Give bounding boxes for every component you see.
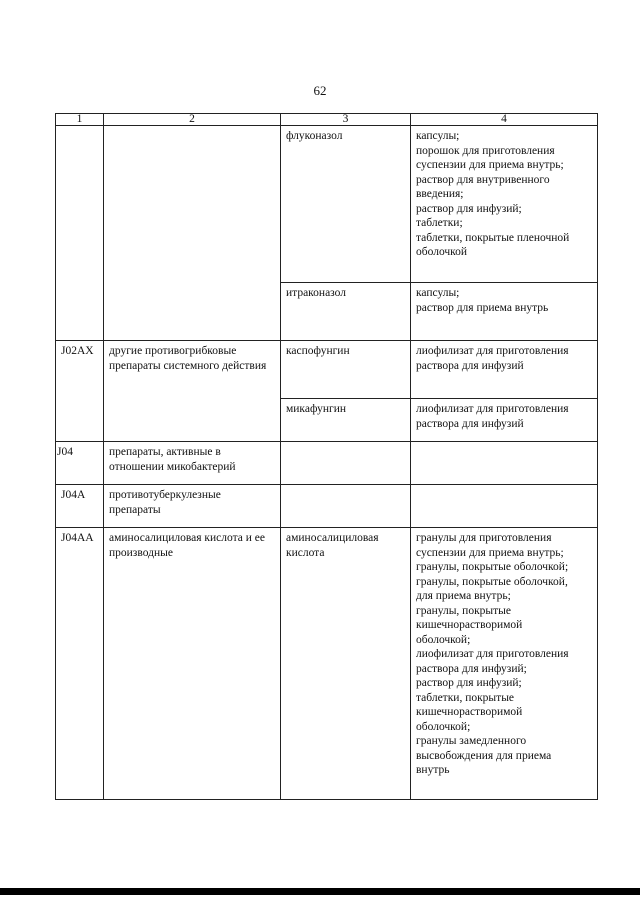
- group-cell: [104, 126, 281, 341]
- forms-cell: [411, 528, 598, 800]
- code-cell: J04A: [56, 485, 104, 528]
- form-line: лиофилизат для приготовления: [416, 345, 569, 357]
- form-line: раствор для инфузий;: [416, 202, 522, 215]
- form-line: раствора для инфузий: [416, 359, 524, 372]
- form-line: гранулы, покрытые оболочкой,: [416, 575, 568, 588]
- column-header-3: 3: [281, 114, 411, 126]
- form-line: гранулы, покрытые: [416, 604, 512, 617]
- code-cell: J02AX: [56, 341, 104, 442]
- table-row: [56, 341, 598, 399]
- form-line: таблетки, покрытые: [416, 691, 515, 704]
- drug-cell: аминосалициловая кислота: [281, 528, 411, 800]
- drug-cell: итраконазол: [281, 283, 411, 341]
- footer-bar: [0, 888, 640, 895]
- form-line: кишечнорастворимой: [416, 706, 523, 718]
- drug-cell: [281, 442, 411, 485]
- table-row: [56, 528, 598, 800]
- forms-cell: [411, 341, 598, 399]
- drug-cell: флуконазол: [281, 126, 411, 283]
- code-cell: J04: [56, 442, 104, 485]
- form-line: введения;: [416, 188, 464, 200]
- group-cell: препараты, активные в отношении микобактерий: [104, 442, 281, 485]
- table-row: [56, 442, 598, 485]
- table-row: [56, 485, 598, 528]
- form-line: оболочкой: [416, 246, 468, 258]
- header-row: [56, 114, 598, 126]
- form-line: порошок для приготовления: [416, 144, 555, 157]
- form-line: раствор для инфузий;: [416, 677, 522, 689]
- form-line: внутрь: [416, 764, 450, 776]
- column-header-4: 4: [411, 114, 598, 126]
- form-line: для приема внутрь;: [416, 590, 511, 602]
- form-line: таблетки;: [416, 217, 463, 229]
- group-cell: другие противогрибковые препараты системного действия: [104, 341, 281, 442]
- group-cell: аминосалициловая кислота и ее производные: [104, 528, 281, 800]
- column-header-2: 2: [104, 114, 281, 126]
- form-line: лиофилизат для приготовления: [416, 648, 569, 660]
- form-line: капсулы;: [416, 130, 460, 142]
- forms-cell: [411, 485, 598, 528]
- form-line: раствора для инфузий: [416, 417, 524, 430]
- form-line: капсулы;: [416, 287, 460, 299]
- form-line: раствор для внутривенного: [416, 173, 550, 186]
- form-line: оболочкой;: [416, 720, 471, 733]
- form-line: гранулы, покрытые оболочкой;: [416, 561, 569, 573]
- form-line: суспензии для приема внутрь;: [416, 159, 564, 171]
- form-line: раствора для инфузий;: [416, 662, 527, 675]
- form-line: оболочкой;: [416, 633, 471, 646]
- forms-cell: [411, 126, 598, 283]
- form-line: гранулы замедленного: [416, 735, 527, 747]
- code-cell: [56, 126, 104, 341]
- form-line: гранулы для приготовления: [416, 532, 552, 544]
- form-line: таблетки, покрытые пленочной: [416, 231, 570, 244]
- drug-cell: каспофунгин: [281, 341, 411, 399]
- form-line: суспензии для приема внутрь;: [416, 546, 564, 559]
- form-line: лиофилизат для приготовления: [416, 403, 569, 415]
- page-number: 62: [313, 83, 327, 98]
- column-header-1: 1: [56, 114, 104, 126]
- forms-cell: [411, 442, 598, 485]
- form-line: раствор для приема внутрь: [416, 301, 549, 314]
- drug-cell: [281, 485, 411, 528]
- code-cell: J04AA: [56, 528, 104, 800]
- drug-table: [55, 113, 598, 800]
- form-line: высвобождения для приема: [416, 749, 552, 762]
- form-line: кишечнорастворимой: [416, 619, 523, 631]
- group-cell: противотуберкулезные препараты: [104, 485, 281, 528]
- table-row: [56, 126, 598, 283]
- forms-cell: [411, 399, 598, 442]
- forms-cell: [411, 283, 598, 341]
- drug-cell: микафунгин: [281, 399, 411, 442]
